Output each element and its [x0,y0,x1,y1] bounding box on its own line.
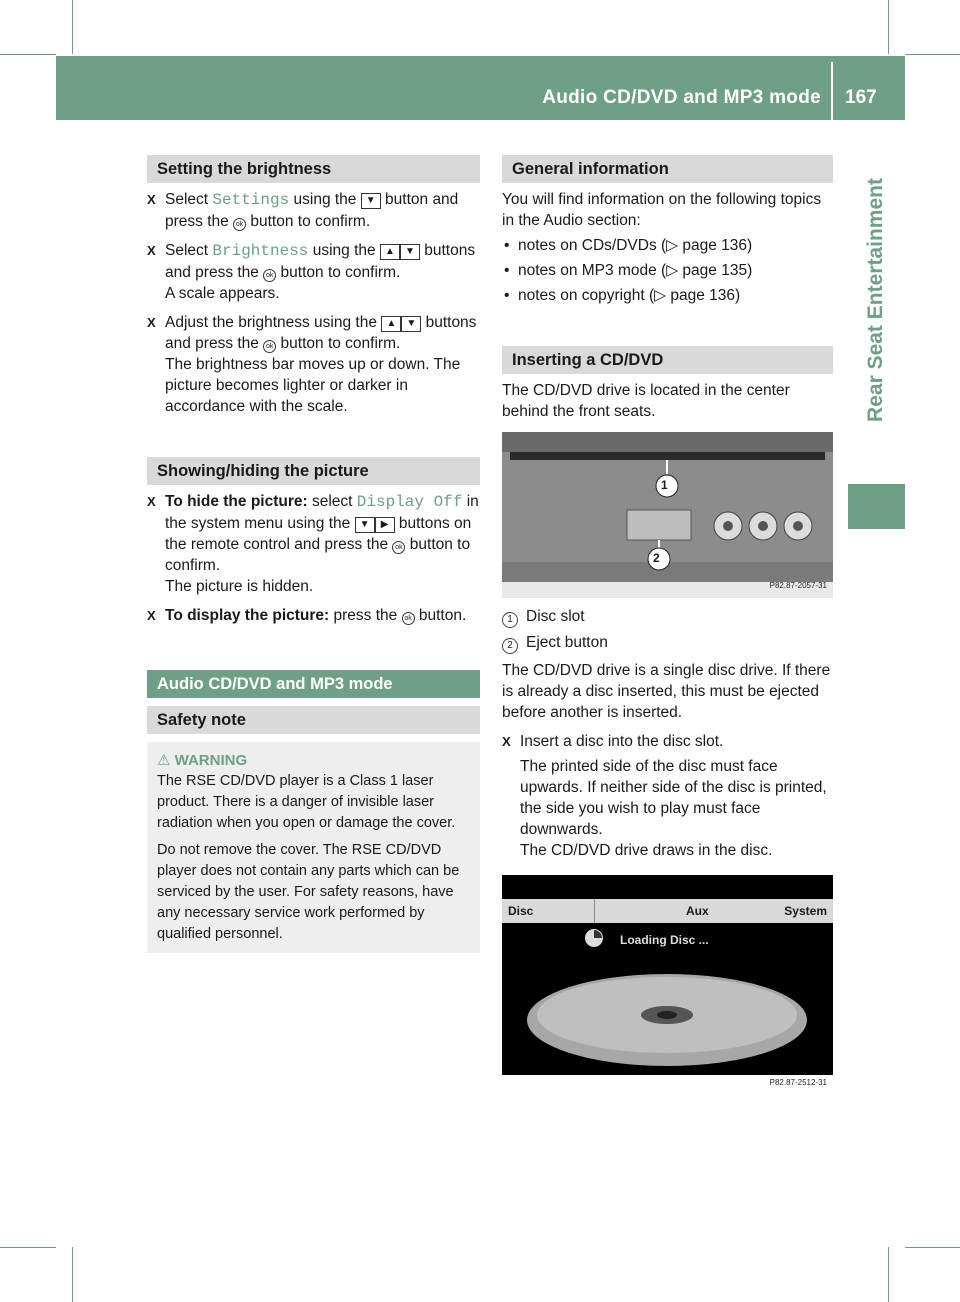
warning-box [147,742,480,953]
list-item[interactable]: • notes on MP3 mode (▷ page 135) [502,260,833,281]
side-tab-label: Rear Seat Entertainment [864,178,887,422]
crop-mark [888,1247,889,1302]
ok-button-icon: ok [402,612,415,625]
section-heading-general: General information [502,155,833,183]
crop-mark [0,54,56,55]
step-result: A scale appears. [165,285,280,302]
warning-paragraph: Do not remove the cover. The RSE CD/DVD player does not contain any parts which can be serviced by the user. For safety reasons, have any necessary service work performed by qualified personnel. [157,842,460,942]
crop-mark [905,54,960,55]
right-column [502,155,833,1093]
step-select-brightness [147,240,480,304]
crop-mark [72,0,73,54]
warning-heading [157,750,470,771]
display-screen [502,875,833,1075]
callout-1: 1 [661,478,668,492]
down-key-icon: ▼ [400,244,420,260]
text: button. [414,607,467,624]
text: button to confirm. [276,335,401,352]
figure-loading-screen [502,875,833,1093]
up-key-icon: ▲ [381,316,401,332]
step-hide-picture [147,491,480,597]
text: WARNING [174,752,248,769]
step-display-picture [147,605,480,626]
crop-mark [905,1247,960,1248]
general-intro: You will find information on the following topics in the Audio section: [502,191,822,229]
text: buttons and press the [165,314,477,352]
step-select-settings [147,189,480,232]
down-key-icon: ▼ [401,316,421,332]
text: Select [165,242,213,259]
list-item[interactable]: • notes on CDs/DVDs (▷ page 136) [502,235,833,256]
section-heading-showing: Showing/hiding the picture [147,457,480,485]
callout-2: 2 [653,551,660,565]
crop-mark [72,1247,73,1302]
text: button to confirm. [246,213,371,230]
figure-label: P82.87-2512-31 [769,1078,827,1087]
section-heading-inserting: Inserting a CD/DVD [502,346,833,374]
text: X Insert a disc into the disc slot. [520,733,724,750]
callout-1-icon: 1 [502,612,518,628]
tab-disc[interactable]: Disc [508,904,534,918]
chapter-heading-audio: Audio CD/DVD and MP3 mode [147,670,480,698]
text: select [307,493,357,510]
ok-button-icon: ok [263,340,276,353]
eject-button-shape [627,510,691,540]
inserting-intro: The CD/DVD drive is located in the center behind the front seats. [502,382,790,420]
tab-system[interactable]: System [784,904,827,918]
text: To display the picture: [165,607,330,624]
cd-drive-illustration [502,432,833,598]
up-key-icon: ▲ [380,244,400,260]
section-heading-brightness: Setting the brightness [147,155,480,183]
tab-aux[interactable]: Aux [686,904,709,918]
legend-item-1 [502,606,833,628]
display-text-settings: Settings [212,191,290,209]
display-text-brightness: Brightness [212,242,309,260]
step-result: The picture is hidden. [165,578,314,595]
text: press the [329,607,402,624]
crop-mark [0,1247,56,1248]
legend-item-2 [502,632,833,654]
step-insert-disc [502,731,833,861]
side-tab-marker [848,484,905,529]
loading-text: Loading Disc ... [620,933,709,947]
text: buttons and press the [165,242,476,281]
ok-button-icon: ok [392,541,405,554]
step-result: The printed side of the disc must face upwards. If neither side of the disc is printed, the side you wish to play must face downwards. [520,758,827,838]
step-result: The CD/DVD drive draws in the disc. [520,842,773,859]
text: Disc slot [526,608,585,625]
text: button to confirm. [276,264,401,281]
ok-button-icon: ok [263,269,276,282]
crop-mark [888,0,889,54]
ok-button-icon: ok [233,218,246,231]
header-separator [831,62,833,120]
section-heading-safety: Safety note [147,706,480,734]
inserting-body: The CD/DVD drive is a single disc drive. If there is already a disc inserted, this must be ejected before another is inserted. [502,662,831,721]
figure-label: P82.87-2057-31 [769,581,827,590]
text: Adjust the brightness using the [165,314,382,331]
text: in the system menu using the [165,493,479,532]
text: button to confirm. [165,536,471,574]
running-title: Audio CD/DVD and MP3 mode [542,87,821,108]
figure-cd-drive [502,432,833,598]
text: Eject button [526,634,608,651]
text: To hide the picture: [165,493,308,510]
step-result: The brightness bar moves up or down. The picture becomes lighter or darker in accordance with the scale. [165,356,461,415]
display-text-display-off: Display Off [356,493,463,511]
callout-2-icon: 2 [502,638,518,654]
text: using the [308,242,380,259]
warning-paragraph: The RSE CD/DVD player is a Class 1 laser product. There is a danger of invisible laser radiation when you open or damage the cover. [157,773,456,831]
warning-icon: ⚠ [157,752,171,769]
text: Select [165,191,213,208]
loading-graphics [502,875,833,1075]
left-column [147,155,480,953]
down-key-icon: ▼ [361,193,381,209]
list-item[interactable]: • notes on copyright (▷ page 136) [502,285,833,306]
right-key-icon: ▶ [375,517,395,533]
disc-slot [510,452,825,460]
text: buttons on the remote control and press the [165,515,472,553]
step-adjust-brightness [147,312,480,417]
text: button and press the [165,191,459,230]
down-key-icon: ▼ [355,517,375,533]
page-number: 167 [845,87,877,108]
text: using the [289,191,361,208]
